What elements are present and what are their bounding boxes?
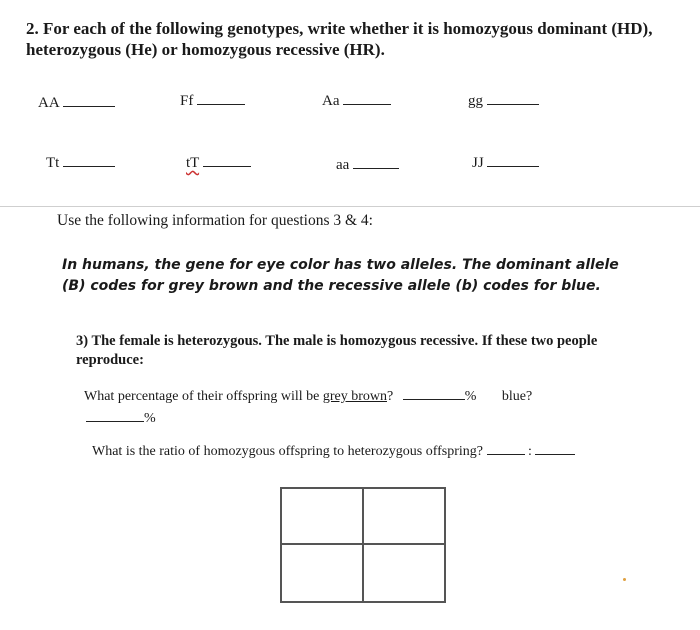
grey-brown-term: grey brown bbox=[322, 389, 387, 404]
info-intro: Use the following information for questions 3 & 4: bbox=[57, 212, 373, 229]
ratio-blank-heterozygous[interactable] bbox=[535, 440, 575, 455]
answer-blank[interactable] bbox=[63, 92, 115, 107]
genotype-label: aa bbox=[336, 157, 350, 173]
genotype-label: Tt bbox=[46, 155, 60, 171]
question-3-prompt: 3) The female is heterozygous. The male is homozygous recessive. If these two people reproduce: bbox=[76, 333, 598, 368]
ratio-separator: : bbox=[528, 444, 532, 459]
genotype-label: Ff bbox=[180, 93, 194, 109]
genotype-item bbox=[46, 152, 115, 172]
answer-blank[interactable] bbox=[197, 90, 245, 105]
genotype-item bbox=[38, 92, 115, 112]
blue-percent-blank[interactable] bbox=[86, 407, 144, 422]
answer-blank[interactable] bbox=[203, 152, 251, 167]
genotype-label: gg bbox=[468, 93, 483, 109]
blue-label: blue? bbox=[501, 389, 533, 404]
genotype-label: JJ bbox=[472, 155, 484, 171]
grey-brown-percent-blank[interactable] bbox=[403, 385, 465, 400]
answer-blank[interactable] bbox=[63, 152, 115, 167]
answer-blank[interactable] bbox=[487, 152, 539, 167]
percentage-question bbox=[84, 385, 684, 429]
punnett-horizontal-line bbox=[282, 543, 444, 545]
percent-sign: % bbox=[464, 389, 477, 404]
genotype-item bbox=[186, 152, 251, 172]
ratio-question bbox=[92, 440, 575, 460]
section-divider bbox=[0, 206, 700, 207]
genotype-item bbox=[468, 90, 539, 110]
ratio-question-text: What is the ratio of homozygous offspring to heterozygous offspring? bbox=[92, 444, 484, 459]
percent-sign-2: % bbox=[144, 411, 156, 426]
genotype-item bbox=[472, 152, 539, 172]
question-mark: ? bbox=[386, 389, 394, 404]
genotype-item bbox=[336, 154, 399, 174]
genotype-item bbox=[180, 90, 245, 110]
ratio-blank-homozygous[interactable] bbox=[487, 440, 525, 455]
answer-blank[interactable] bbox=[353, 154, 399, 169]
percentage-question-text: What percentage of their offspring will be bbox=[84, 389, 323, 404]
info-body: In humans, the gene for eye color has two alleles. The dominant allele (B) codes for grey brown and the recessive allele (b) codes for blue. bbox=[62, 257, 619, 294]
genotype-label: Aa bbox=[322, 93, 340, 109]
answer-blank[interactable] bbox=[343, 90, 391, 105]
answer-blank[interactable] bbox=[487, 90, 539, 105]
punnett-vertical-line bbox=[362, 489, 364, 601]
genotype-label: AA bbox=[38, 95, 59, 111]
genotype-label: tT bbox=[186, 155, 200, 171]
genotype-item bbox=[322, 90, 391, 110]
stray-mark bbox=[623, 578, 626, 581]
question-2-prompt: 2. For each of the following genotypes, write whether it is homozygous dominant (HD), heterozygous (He) or homozygous recessive (HR). bbox=[26, 19, 653, 59]
punnett-square[interactable] bbox=[280, 487, 446, 603]
